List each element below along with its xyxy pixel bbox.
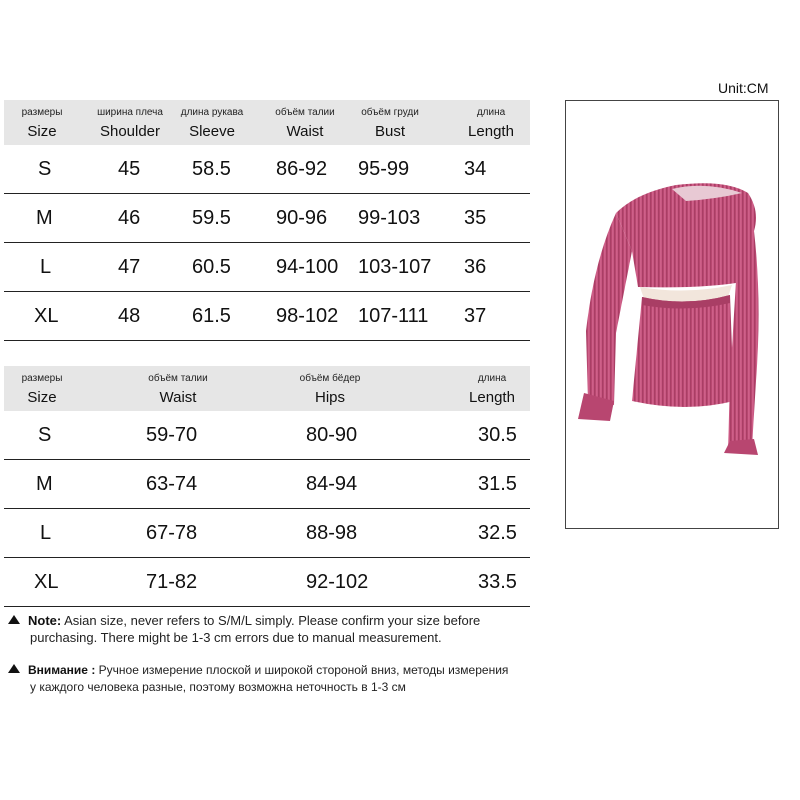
table-row [4,243,530,292]
hips-cell: 80-90 [306,424,358,446]
size-cell: L [40,256,52,278]
hips-cell: 84-94 [306,473,358,495]
header-size: размеры Size [21,373,63,406]
header-size: размеры Size [21,107,63,140]
waist-cell: 67-78 [146,522,198,544]
warning-triangle-icon [8,664,20,673]
table-row [4,411,530,460]
note-label-ru: Внимание : [28,663,96,677]
note-text-ru-line1: Ручное измерение плоской и широкой стороной вниз, методы измерения [98,663,509,677]
length-cell: 36 [464,256,487,278]
bust-cell: 99-103 [358,207,421,229]
waist-cell: 71-82 [146,571,198,593]
sleeve-cell: 59.5 [192,207,231,229]
note-label: Note: [28,613,62,628]
length-cell: 30.5 [478,424,517,446]
shoulder-cell: 48 [118,305,141,327]
warning-triangle-icon [8,615,20,624]
header-bust: объём груди Bust [361,107,419,140]
waist-cell: 63-74 [146,473,198,495]
waist-cell: 94-100 [276,256,339,278]
bottom-size-table [4,366,530,607]
length-cell: 35 [464,207,487,229]
length-cell: 37 [464,305,487,327]
table-row [4,509,530,558]
size-cell: S [38,424,52,446]
sleeve-cell: 61.5 [192,305,231,327]
shoulder-cell: 46 [118,207,141,229]
sleeve-cell: 60.5 [192,256,231,278]
unit-label: Unit:CM [718,80,769,96]
length-cell: 31.5 [478,473,517,495]
hips-cell: 88-98 [306,522,358,544]
note-text-line1: Asian size, never refers to S/M/L simply. Please confirm your size before [64,613,481,628]
header-length: длина Length [468,107,514,140]
bust-cell: 103-107 [358,256,432,278]
top-table-header [4,100,530,145]
shoulder-cell: 47 [118,256,141,278]
table-row [4,558,530,607]
header-waist: объём талии Waist [148,373,208,406]
length-cell: 33.5 [478,571,517,593]
bust-cell: 107-111 [358,305,429,327]
size-cell: S [38,158,52,180]
product-photo [565,100,779,529]
waist-cell: 98-102 [276,305,339,327]
header-sleeve: длина рукава Sleeve [180,107,244,140]
bottom-table-header [4,366,530,411]
russian-note [8,662,548,696]
size-cell: M [36,207,53,229]
header-shoulder: ширина плеча Shoulder [97,107,163,140]
size-cell: L [40,522,52,544]
size-cell: XL [34,305,59,327]
hips-cell: 92-102 [306,571,369,593]
size-cell: M [36,473,53,495]
waist-cell: 59-70 [146,424,198,446]
table-row [4,460,530,509]
sleeve-cell: 58.5 [192,158,231,180]
waist-cell: 86-92 [276,158,328,180]
table-row [4,194,530,243]
note-text-line2: purchasing. There might be 1-3 cm errors due to manual measurement. [30,630,442,645]
size-cell: XL [34,571,59,593]
header-waist: объём талии Waist [275,107,335,140]
two-piece-knit-set-illustration [566,101,778,528]
english-note [8,612,548,646]
table-row [4,292,530,341]
bust-cell: 95-99 [358,158,410,180]
note-text-ru-line2: у каждого человека разные, поэтому возможна неточность в 1-3 см [30,680,406,694]
header-hips: объём бёдер Hips [299,373,361,406]
shoulder-cell: 45 [118,158,141,180]
header-length: длина Length [469,373,515,406]
top-size-table [4,100,530,341]
table-row [4,145,530,194]
length-cell: 34 [464,158,487,180]
length-cell: 32.5 [478,522,517,544]
waist-cell: 90-96 [276,207,328,229]
